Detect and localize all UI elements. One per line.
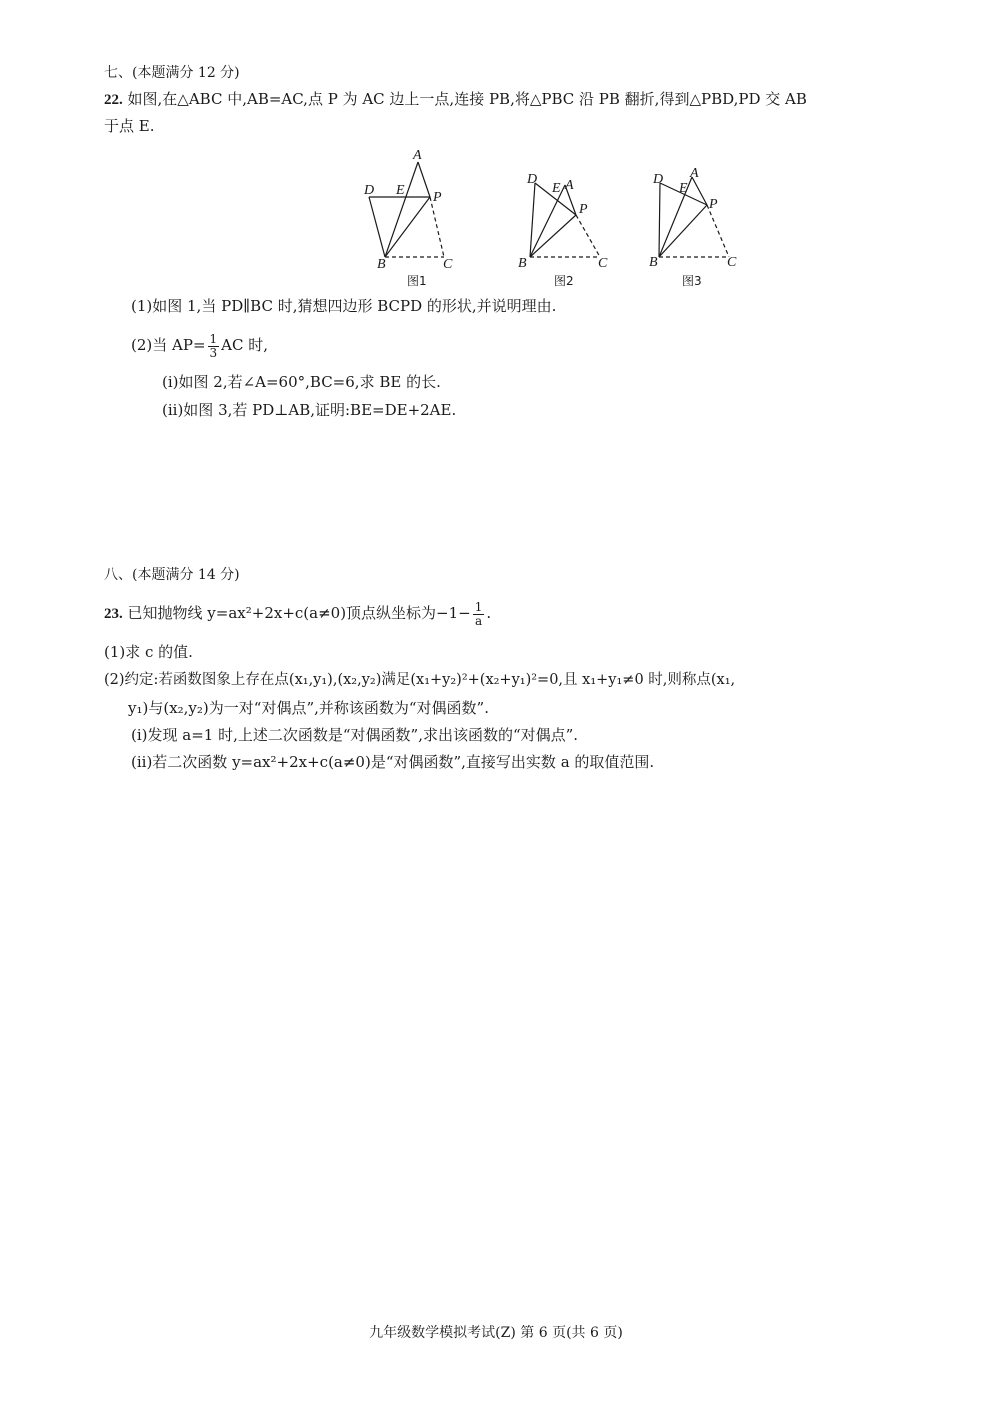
section-7-header: 七、(本题满分 12 分) xyxy=(104,65,240,81)
q23-part-2-line-2: y₁)与(x₂,y₂)为一对“对偶点”,并称该函数为“对偶函数”. xyxy=(128,699,489,717)
q22-part-1: (1)如图 1,当 PD∥BC 时,猜想四边形 BCPD 的形状,并说明理由. xyxy=(131,297,557,315)
fig2-label-d: D xyxy=(527,172,538,187)
q23-fraction-denominator: a xyxy=(474,613,483,628)
fig1-label-c: C xyxy=(443,257,453,272)
q23-fraction-numerator: 1 xyxy=(474,599,483,614)
q22-fraction-numerator: 1 xyxy=(209,331,218,346)
q23-part-2-line-1: (2)约定:若函数图象上存在点(x₁,y₁),(x₂,y₂)满足(x₁+y₂)²+(x₂+y₁)²=0,且 x₁+y₁≠0 时,则称点(x₁, xyxy=(104,672,736,688)
fig1-segment-bp xyxy=(385,197,430,257)
q23-stem-suffix: . xyxy=(486,604,492,622)
q23-part-2-i: (i)发现 a=1 时,上述二次函数是“对偶函数”,求出该函数的“对偶点”. xyxy=(131,726,579,744)
q22-part-2-suffix: AC 时, xyxy=(221,336,269,354)
figure-3 xyxy=(642,162,752,292)
fig1-segment-ab xyxy=(385,162,418,257)
fig1-label-a: A xyxy=(413,148,422,163)
fig3-segment-ap xyxy=(692,177,707,205)
fig2-segment-db xyxy=(530,183,535,257)
fig2-label-b: B xyxy=(518,256,527,271)
fig1-caption: 图1 xyxy=(407,274,427,288)
q22-fraction-one-third xyxy=(208,333,220,360)
fig3-label-b: B xyxy=(649,255,658,270)
fig2-caption: 图2 xyxy=(554,274,574,288)
q22-part-2-ii: (ii)如图 3,若 PD⊥AB,证明:BE=DE+2AE. xyxy=(162,401,457,419)
fig1-segment-ap xyxy=(418,162,430,197)
q23-fraction xyxy=(473,601,485,628)
q22-stem-text-1: 如图,在△ABC 中,AB=AC,点 P 为 AC 边上一点,连接 PB,将△PBC 沿 PB 翻折,得到△PBD,PD 交 AB xyxy=(127,90,807,108)
fig3-label-c: C xyxy=(727,255,737,270)
fig1-label-d: D xyxy=(364,183,375,198)
q22-stem-line-1 xyxy=(104,89,807,110)
q22-part-2-prefix: (2)当 AP= xyxy=(131,336,206,354)
q23-part-2-ii: (ii)若二次函数 y=ax²+2x+c(a≠0)是“对偶函数”,直接写出实数 a 的取值范围. xyxy=(131,753,655,771)
fig3-segment-db xyxy=(659,183,660,257)
fig1-segment-pc xyxy=(430,197,444,257)
q22-part-2 xyxy=(131,332,268,360)
fig3-segment-pc xyxy=(707,205,729,257)
fig2-segment-pc xyxy=(576,215,600,257)
q23-part-1: (1)求 c 的值. xyxy=(104,643,193,661)
fig3-caption: 图3 xyxy=(682,274,702,288)
fig2-label-e: E xyxy=(552,181,561,196)
fig3-label-a: A xyxy=(690,166,699,181)
q23-number: 23. xyxy=(104,606,123,622)
fig2-segment-bp xyxy=(530,215,576,257)
fig3-label-d: D xyxy=(653,172,664,187)
fig1-label-p: P xyxy=(433,190,442,205)
q22-fraction-denominator: 3 xyxy=(209,345,218,360)
fig1-label-e: E xyxy=(396,183,405,198)
fig2-label-p: P xyxy=(579,202,588,217)
fig2-label-c: C xyxy=(598,256,608,271)
q22-number: 22. xyxy=(104,92,123,108)
figure-2 xyxy=(510,164,620,292)
fig3-label-p: P xyxy=(709,197,718,212)
fig1-label-b: B xyxy=(377,257,386,272)
q23-stem-prefix: 已知抛物线 y=ax²+2x+c(a≠0)顶点纵坐标为−1− xyxy=(127,604,471,622)
q23-stem xyxy=(104,600,491,628)
fig2-label-a: A xyxy=(565,178,574,193)
fig3-segment-bp xyxy=(659,205,707,257)
figure-1 xyxy=(355,144,465,292)
fig1-segment-db xyxy=(369,197,385,257)
page-footer: 九年级数学模拟考试(Z) 第 6 页(共 6 页) xyxy=(369,1325,623,1341)
fig3-label-e: E xyxy=(679,181,688,196)
section-8-header: 八、(本题满分 14 分) xyxy=(104,567,240,583)
q22-part-2-i: (i)如图 2,若∠A=60°,BC=6,求 BE 的长. xyxy=(162,373,441,391)
q22-stem-line-2: 于点 E. xyxy=(104,117,155,135)
